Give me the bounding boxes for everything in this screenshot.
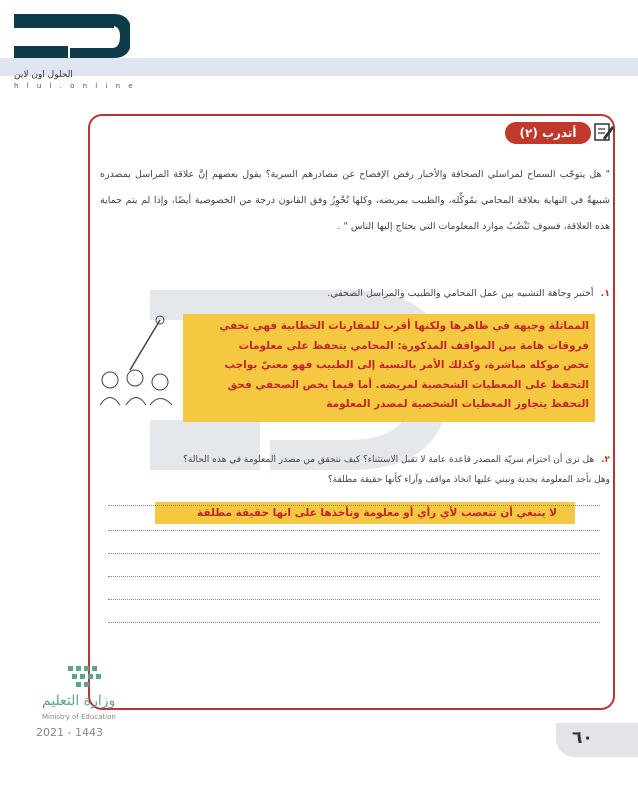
answer-1-line: التحفظ على المعطيات الشخصية لمريضه. أما فيما يخص الصحفي فحق — [227, 378, 589, 391]
question-1-number: ١. — [600, 288, 610, 299]
case-quote: " هل يتوجّب السماح لمراسلي الصحافة والأخبار رفض الإفصاح عن مصادرهم السرية؟ يقول بعضهم إنَّ علاقة المراسل بمصدره شبيهةٌ في النهاية بعلاقة المحامي بمُوكِّله، والطبيب بمريضه، وكلها تُحْوِزُ وفق القانون درجة من الخصوصية أيضًا، وإذا لم يتم حماية هذه العلاقة، فسوف تَنْضُبُ موارد المعلومات التي يحتاج إليها الناس " . — [100, 169, 610, 232]
question-2-text: هل ترى أن احترام سريّة المصدر قاعدة عامة لا تقبل الاستثناء؟ كيف نتحقق من مصدر المعلومة في هذه الحالة؟ — [183, 455, 595, 465]
answer-line — [108, 622, 600, 623]
answer-1-line: المماثلة وجيهة في ظاهرها ولكنها أقرب للمقارنات الخطابية فهي تخفي — [219, 320, 589, 332]
ministry-name-en: Ministry of Education — [42, 713, 116, 721]
answer-1-line: تخص موكله مباشرة، وكذلك الأمر بالنسبة إلى الطبيب فهو معنيّ بواجب — [224, 359, 589, 371]
answer-1-line: التحفظ يتجاوز المعطيات الشخصية لمصدر المعلومة — [326, 398, 589, 410]
question-1-text: أختبر وجاهة التشبيه بين عمل المحامي والطبيب والمراسل الصحفي. — [327, 288, 594, 299]
answer-line — [108, 576, 600, 577]
page-number: ٦٠ — [572, 728, 593, 748]
question-2-subtext: وهل نأخذ المعلومة بجدية ونبني عليها اتخاذ مواقف وآراء كأنها حقيقة مطلقة؟ — [327, 475, 610, 485]
answer-line — [108, 599, 600, 600]
question-2 — [100, 450, 610, 490]
answer-line — [108, 553, 600, 554]
answer-1-line: فروقات هامة بين المواقف المذكورة: المحامي يتحفظ على معلومات — [238, 339, 589, 352]
ministry-name: وزارة التعليم — [42, 693, 116, 709]
question-1 — [110, 288, 610, 299]
page-number-tab — [556, 723, 638, 757]
press-illustration — [90, 310, 186, 410]
question-2-number: ٢. — [601, 455, 610, 465]
logo-subtitle: الحلول اون لاين — [14, 70, 73, 80]
pencil-notepad-icon — [593, 121, 615, 143]
answer-line — [108, 505, 600, 506]
answer-1 — [183, 314, 595, 422]
exercise-badge: أتدرب (٢) — [505, 122, 591, 144]
answer-line — [108, 530, 600, 531]
year-label: 2021 - 1443 — [36, 726, 103, 739]
logo-url: h l u l . o n l i n e — [14, 82, 136, 90]
answer-2: لا ينبغي أن تتعصب لأي رأي أو معلومة ونأخذها على انها حقيقة مطلقة — [155, 502, 575, 524]
